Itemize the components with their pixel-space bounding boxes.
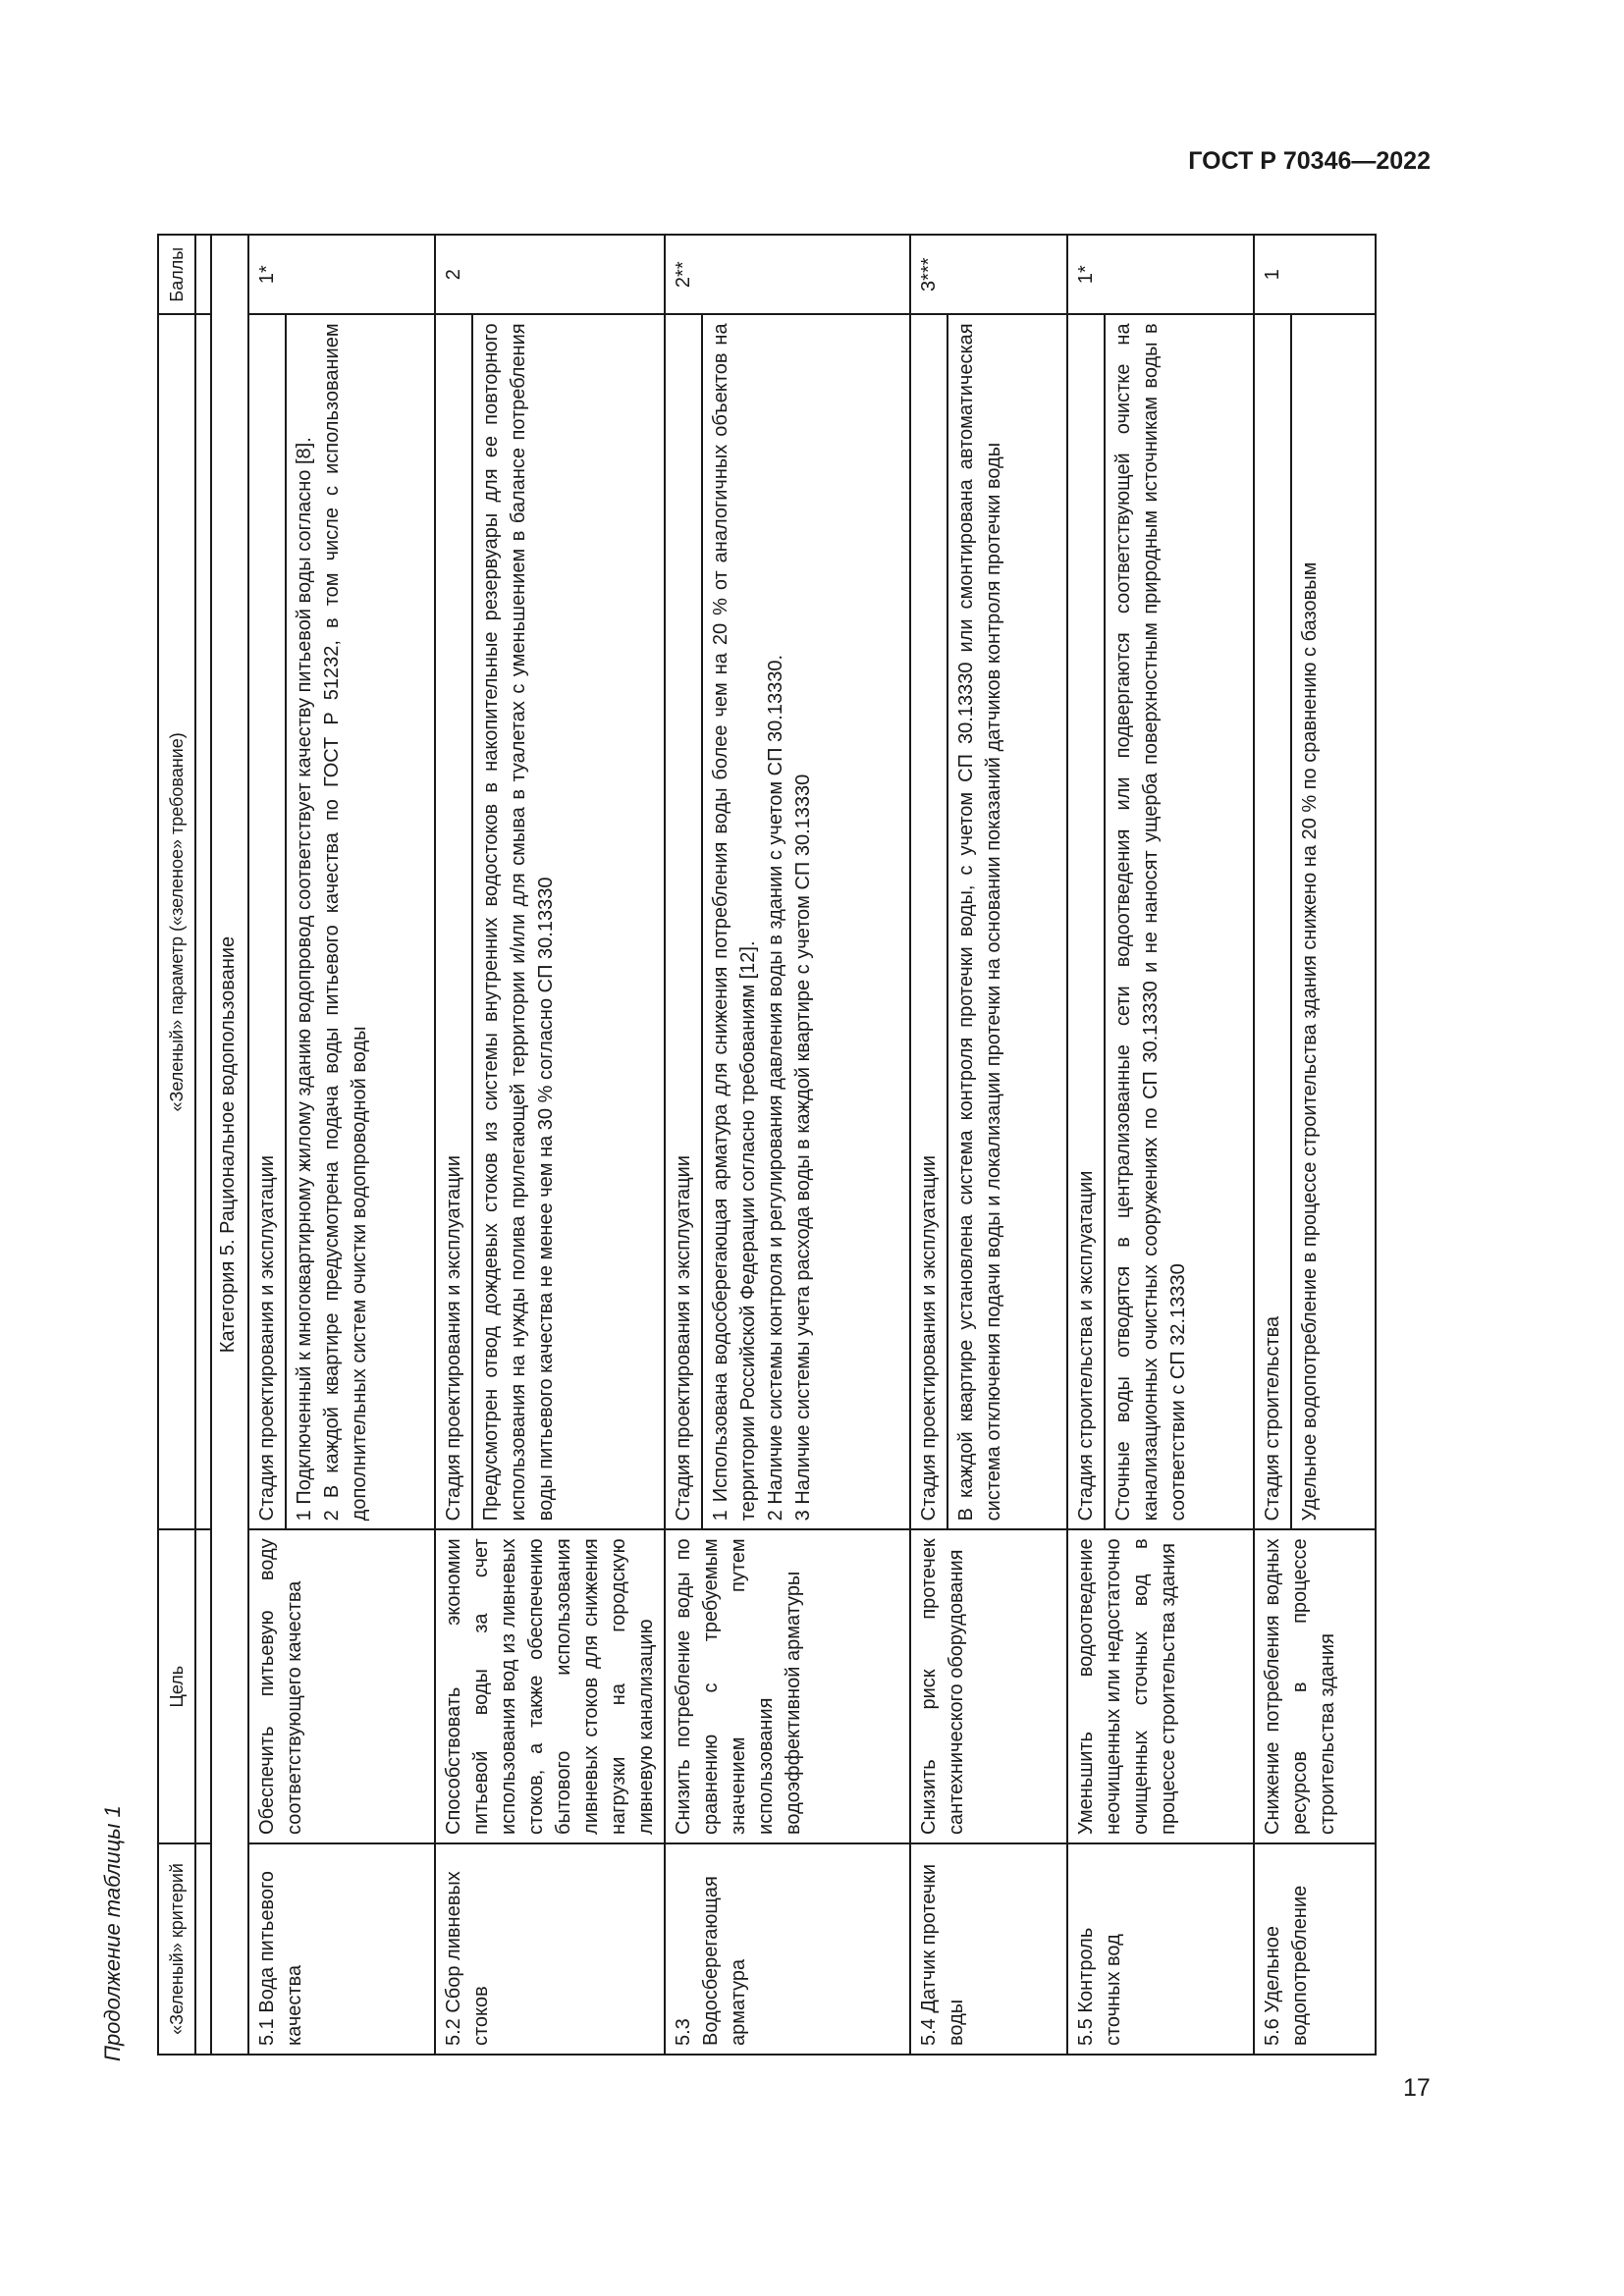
points-cell: 3*** [910, 235, 1067, 314]
points-cell: 1* [1067, 235, 1254, 314]
stage-label: Стадия проектирования и эксплуатации [253, 315, 287, 1528]
goal-cell: Снижение потребления водных ресурсов в процессе строительства здания [1254, 1529, 1376, 1843]
criterion-cell: 5.6 Удельное водопотребление [1254, 1843, 1376, 2055]
column-header-criterion: «Зеленый» критерий [158, 1843, 195, 2055]
requirement-text: Предусмотрен отвод дождевых стоков из системы внутренних водостоков в накопительные резервуары для ее повторного использования на нужды полива прилегающей территории и/или для смыва в туалетах с уменьшением в балансе потребления воды питьевого качества не менее чем на 30 % согласно СП 30.13330 [480, 323, 557, 1522]
table-row [435, 235, 665, 2055]
category-title: Категория 5. Рациональное водопользование [211, 235, 248, 2055]
column-header-points: Баллы [158, 235, 195, 314]
document-code: ГОСТ Р 70346—2022 [1188, 147, 1431, 175]
requirement-text: В каждой квартире установлена система контроля протечки воды, с учетом СП 30.13330 или смонтирована автоматическая система отключения подачи воды и локализации протечки на основании показаний датчиков контроля протечки воды [955, 323, 1004, 1522]
goal-cell: Обеспечить питьевую воду соответствующего качества [248, 1529, 435, 1843]
points-cell: 2** [665, 235, 910, 314]
criterion-cell: 5.4 Датчик протечки воды [910, 1843, 1067, 2055]
parameter-cell [435, 314, 665, 1529]
criterion-cell: 5.2 Сбор ливневых стоков [435, 1843, 665, 2055]
requirement-text: Сточные воды отводятся в централизованные сети водоотведения или подвергаются соответствующей очистке на канализационных очистных сооружениях по СП 30.13330 и не наносят ущерба поверхностным природным источникам воды в соответствии с СП 32.13330 [1112, 323, 1189, 1522]
header-row [158, 235, 195, 2055]
parameter-cell [1254, 314, 1376, 1529]
goal-cell: Способствовать экономии питьевой воды за счет использования вод из ливневых стоков, а также обеспечению бытового использования ливневых стоков для снижения нагрузки на городскую ливневую канализацию [435, 1529, 665, 1843]
table-row [910, 235, 1067, 2055]
stage-label: Стадия проектирования и эксплуатации [440, 315, 473, 1528]
points-cell: 2 [435, 235, 665, 314]
stage-label: Стадия проектирования и эксплуатации [915, 315, 948, 1528]
stage-label: Стадия строительства и эксплуатации [1072, 315, 1106, 1528]
requirements-table [157, 234, 1377, 2056]
rotated-table-container [157, 234, 1377, 2056]
spacer-row [195, 235, 211, 2055]
requirement-text: 1 Подключенный к многоквартирному жилому зданию водопровод соответствует качеству питьевой воды согласно [8]. 2 В каждой квартире предусмотрена подача воды питьевого качества по ГОСТ Р 51232, в том числе с использованием дополнительных систем очистки водопроводной воды [294, 323, 370, 1522]
table-caption: Продолжение таблицы 1 [100, 1805, 125, 2061]
column-header-goal: Цель [158, 1529, 195, 1843]
parameter-cell [665, 314, 910, 1529]
requirement-text: Удельное водопотребление в процессе строительства здания снижено на 20 % по сравнению с базовым [1299, 561, 1321, 1522]
parameter-cell [910, 314, 1067, 1529]
table-row [1067, 235, 1254, 2055]
criterion-cell: 5.1 Вода питьевого качества [248, 1843, 435, 2055]
parameter-cell [1067, 314, 1254, 1529]
stage-label: Стадия строительства [1259, 315, 1292, 1528]
column-header-parameter: «Зеленый» параметр («зеленое» требование) [158, 314, 195, 1529]
points-cell: 1* [248, 235, 435, 314]
page-number: 17 [1403, 2074, 1431, 2102]
goal-cell: Снизить риск протечек сантехнического оборудования [910, 1529, 1067, 1843]
criterion-cell: 5.3 Водосберегающая арматура [665, 1843, 910, 2055]
goal-cell: Снизить потребление воды по сравнению с требуемым значением путем использования водоэффективной арматуры [665, 1529, 910, 1843]
table-row [665, 235, 910, 2055]
category-row [211, 235, 248, 2055]
table-row [248, 235, 435, 2055]
table-row [1254, 235, 1376, 2055]
requirement-text: 1 Использована водосберегающая арматура для снижения потребления воды более чем на 20 % от аналогичных объектов на территории Российской Федерации согласно требованиям [12]. 2 Наличие системы контроля и регулирования давления воды в здании с учетом СП 30.13330. 3 Наличие системы учета расхода воды в каждой квартире с учетом СП 30.13330 [710, 323, 814, 1522]
criterion-cell: 5.5 Контроль сточных вод [1067, 1843, 1254, 2055]
stage-label: Стадия проектирования и эксплуатации [670, 315, 703, 1528]
parameter-cell [248, 314, 435, 1529]
points-cell: 1 [1254, 235, 1376, 314]
goal-cell: Уменьшить водоотведение неочищенных или недостаточно очищенных сточных вод в процессе строительства здания [1067, 1529, 1254, 1843]
